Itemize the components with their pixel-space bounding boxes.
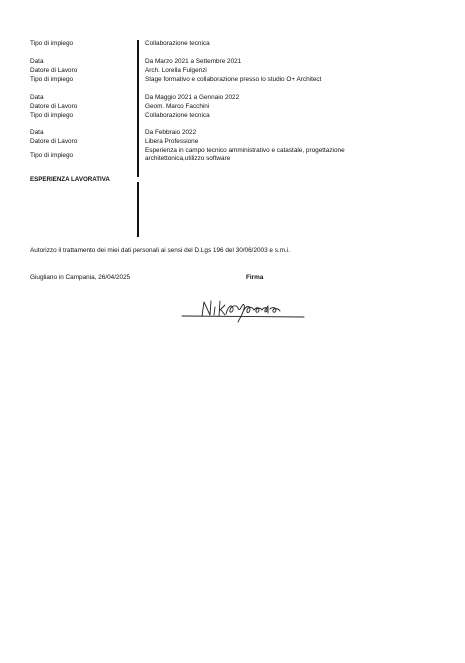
privacy-statement: Autorizzo il trattamento dei miei dati personali ai sensi del D.Lgs 196 del 30/06/2003 e s.m.i.: [30, 247, 291, 254]
employment-type-value: Stage formativo e collaborazione presso lo studio O+ Architect: [145, 76, 322, 83]
date-value: Da Febbraio 2022: [145, 129, 197, 136]
employment-type-value: Esperienza in campo tecnico amministrativo e catastale, progettazione architettonica,utilizzo software: [145, 147, 345, 162]
employer-value: Libera Professione: [145, 138, 199, 145]
separator-bar-top: [137, 40, 139, 177]
date-value: Da Maggio 2021 a Gennaio 2022: [145, 94, 240, 101]
section-heading: ESPERIENZA LAVORATIVA: [30, 176, 110, 183]
separator-bar-bottom: [137, 182, 139, 237]
handwritten-signature: [180, 296, 310, 326]
employment-type-value: Collaborazione tecnica: [145, 112, 210, 119]
employment-type-label: Tipo di impiego: [30, 76, 74, 83]
date-value: Da Marzo 2021 a Settembre 2021: [145, 58, 242, 65]
employer-label: Datore di Lavoro: [30, 103, 78, 110]
date-label: Data: [30, 58, 44, 65]
employment-type-label: Tipo di impiego: [30, 152, 74, 159]
employer-label: Datore di Lavoro: [30, 138, 78, 145]
date-label: Data: [30, 94, 44, 101]
employer-label: Datore di Lavoro: [30, 67, 78, 74]
date-label: Data: [30, 129, 44, 136]
employment-type-label: Tipo di impiego: [30, 40, 74, 47]
signature-label: Firma: [246, 274, 264, 281]
place-date: Giugliano in Campania, 26/04/2025: [30, 274, 131, 281]
employer-value: Arch. Lorella Fulgenzi: [145, 67, 207, 74]
employer-value: Geom. Marco Facchini: [145, 103, 210, 110]
employment-type-value: Collaborazione tecnica: [145, 40, 210, 47]
employment-type-label: Tipo di impiego: [30, 112, 74, 119]
